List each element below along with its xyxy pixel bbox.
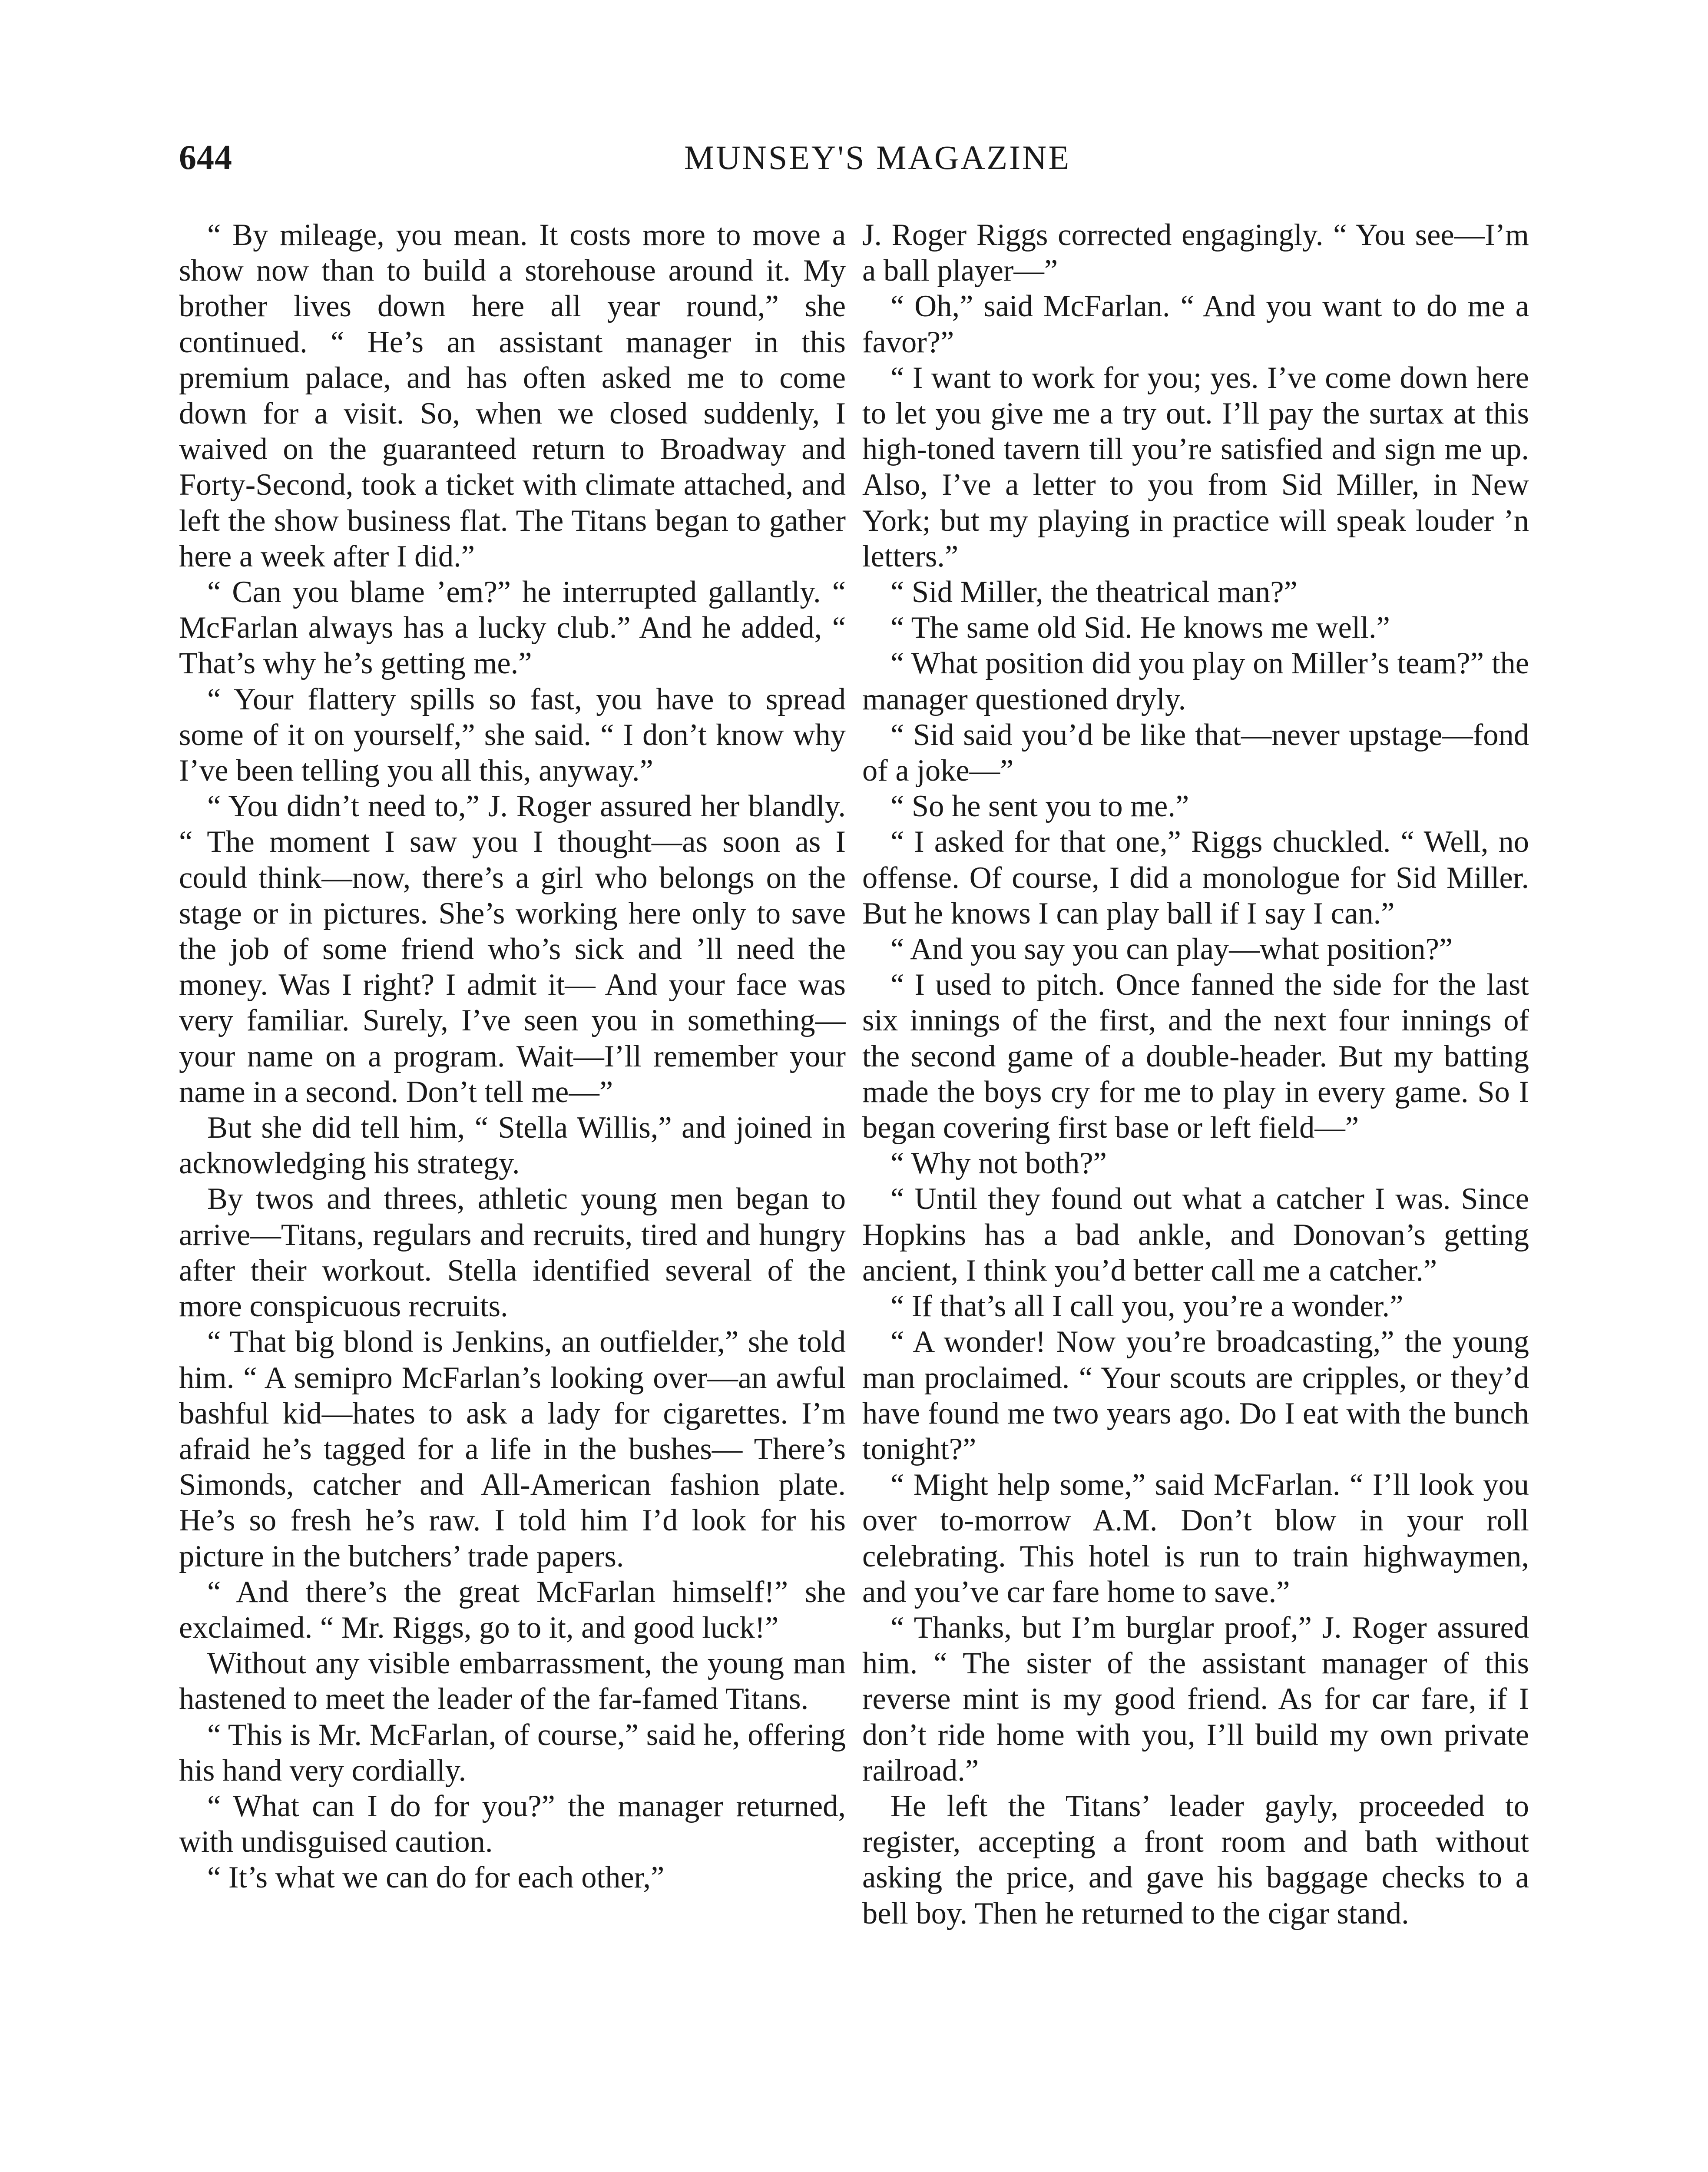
paragraph: “ If that’s all I call you, you’re a wonder.”: [890, 1289, 1403, 1324]
paragraph: “ Might help some,” said McFarlan. “ I’ll look you over to-morrow A.M. Don’t blow in your roll celebrating. This hotel is run to train highwaymen, and you’ve car fare home to save.”: [862, 1468, 1529, 1609]
paragraph: “ Until they found out what a catcher I was. Since Hopkins has a bad ankle, and Donovan’s getting ancient, I think you’d better call me a catcher.”: [862, 1182, 1529, 1288]
right-column: [862, 217, 1529, 1931]
paragraph: Without any visible embarrassment, the young man hastened to meet the leader of the far-famed Titans.: [179, 1646, 846, 1716]
paragraph: “ I used to pitch. Once fanned the side for the last six innings of the first, and the next four innings of the second game of a double-header. But my batting made the boys cry for me to play in every game. So I began covering first base or left field—”: [862, 968, 1529, 1145]
paragraph: “ Oh,” said McFarlan. “ And you want to do me a favor?”: [862, 289, 1529, 359]
paragraph: “ And you say you can play—what position?”: [890, 932, 1453, 967]
paragraph: “ Why not both?”: [890, 1146, 1107, 1181]
left-column: [179, 217, 846, 1896]
paragraph: “ By mileage, you mean. It costs more to move a show now than to build a storehouse around it. My brother lives down here all year round,” she continued. “ He’s an assistant manager in this premium palace, and has often asked me to come down for a visit. So, when we closed suddenly, I waived on the guaranteed return to Broadway and Forty-Second, took a ticket with climate attached, and left the show business flat. The Titans began to gather here a week after I did.”: [179, 218, 846, 573]
paragraph: “ This is Mr. McFarlan, of course,” said he, offering his hand very cordially.: [179, 1718, 846, 1788]
paragraph: “ Thanks, but I’m burglar proof,” J. Roger assured him. “ The sister of the assistant manager of this reverse mint is my good friend. As for car fare, if I don’t ride home with you, I’ll build my own private railroad.”: [862, 1610, 1529, 1788]
paragraph: “ I asked for that one,” Riggs chuckled. “ Well, no offense. Of course, I did a monologue for Sid Miller. But he knows I can play ball if I say I can.”: [862, 825, 1529, 930]
paragraph: “ And there’s the great McFarlan himself!” she exclaimed. “ Mr. Riggs, go to it, and good luck!”: [179, 1575, 846, 1645]
paragraph: “ Can you blame ’em?” he interrupted gallantly. “ McFarlan always has a lucky club.” And he added, “ That’s why he’s getting me.”: [179, 575, 846, 681]
paragraph: “ Your flattery spills so fast, you have to spread some of it on yourself,” she said. “ I don’t know why I’ve been telling you all this, anyway.”: [179, 682, 846, 788]
paragraph: He left the Titans’ leader gayly, proceeded to register, accepting a front room and bath without asking the price, and gave his baggage checks to a bell boy. Then he returned to the cigar stand.: [862, 1789, 1529, 1930]
paragraph: “ Sid said you’d be like that—never upstage—fond of a joke—”: [862, 718, 1529, 788]
page-number: 644: [179, 139, 232, 177]
paragraph: “ So he sent you to me.”: [890, 789, 1189, 824]
paragraph: “ I want to work for you; yes. I’ve come down here to let you give me a try out. I’ll pay the surtax at this high-toned tavern till you’re satisfied and sign me up. Also, I’ve a letter to you from Sid Miller, in New York; but my playing in practice will speak louder ’n letters.”: [862, 361, 1529, 573]
paragraph: “ Sid Miller, the theatrical man?”: [890, 575, 1298, 609]
paragraph: “ That big blond is Jenkins, an outfielder,” she told him. “ A semipro McFarlan’s looking over—an awful bashful kid—hates to ask a lady for cigarettes. I’m afraid he’s tagged for a life in the bushes— There’s Simonds, catcher and All-American fashion plate. He’s so fresh he’s raw. I told him I’d look for his picture in the butchers’ trade papers.: [179, 1325, 846, 1573]
paragraph-continuation: J. Roger Riggs corrected engagingly. “ You see—I’m a ball player—”: [862, 218, 1529, 288]
paragraph: “ It’s what we can do for each other,”: [207, 1861, 665, 1895]
paragraph: But she did tell him, “ Stella Willis,” and joined in acknowledging his strategy.: [179, 1111, 846, 1181]
paragraph: “ You didn’t need to,” J. Roger assured her blandly. “ The moment I saw you I thought—as soon as I could think—now, there’s a girl who belongs on the stage or in pictures. She’s working here only to save the job of some friend who’s sick and ’ll need the money. Was I right? I admit it— And your face was very familiar. Surely, I’ve seen you in something—your name on a program. Wait—I’ll remember your name in a second. Don’t tell me—”: [179, 789, 846, 1109]
running-head: MUNSEY'S MAGAZINE: [684, 139, 1071, 176]
paragraph: By twos and threes, athletic young men began to arrive—Titans, regulars and recruits, tired and hungry after their workout. Stella identified several of the more conspicuous recruits.: [179, 1182, 846, 1324]
paragraph: “ What can I do for you?” the manager returned, with undisguised caution.: [179, 1789, 846, 1859]
paragraph: “ What position did you play on Miller’s team?” the manager questioned dryly.: [862, 646, 1529, 716]
paragraph: “ The same old Sid. He knows me well.”: [890, 611, 1390, 645]
paragraph: “ A wonder! Now you’re broadcasting,” the young man proclaimed. “ Your scouts are cripples, or they’d have found me two years ago. Do I eat with the bunch tonight?”: [862, 1325, 1529, 1466]
